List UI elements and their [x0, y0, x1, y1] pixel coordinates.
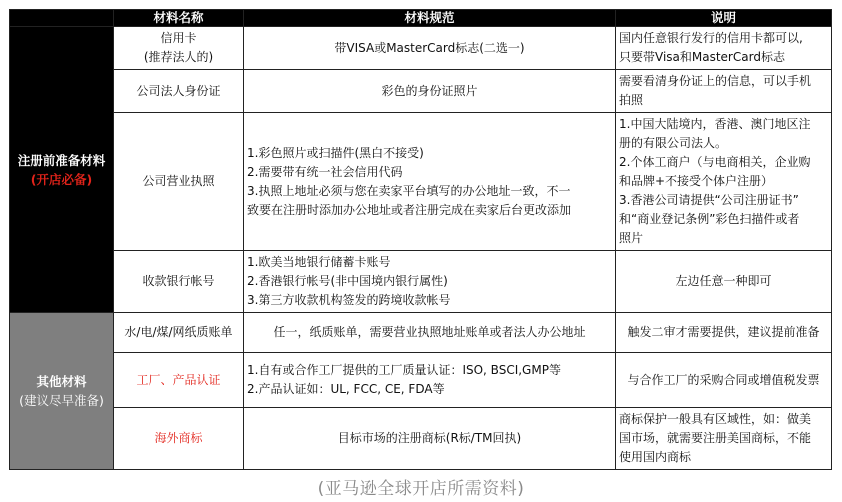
material-name-cell — [114, 113, 244, 251]
header-material-name: 材料名称 — [114, 10, 244, 27]
spec-line: 目标市场的注册商标(R标/TM回执) — [337, 431, 522, 445]
table-row — [10, 251, 832, 313]
note-line: 1.中国大陆境内，香港、澳门地区注 — [619, 117, 811, 131]
category-title: 其他材料 — [36, 374, 87, 389]
note-line: 只要带Visa和MasterCard标志 — [619, 50, 785, 64]
notes-cell — [616, 27, 832, 70]
note-line: 与合作工厂的采购合同或增值税发票 — [627, 372, 820, 387]
spec-line: 3.第三方收款机构签发的跨境收款帐号 — [247, 293, 451, 307]
material-name-cell — [114, 313, 244, 353]
table-row — [10, 353, 832, 408]
material-spec-cell — [244, 408, 616, 470]
category-subtitle: (开店必备) — [30, 171, 93, 187]
note-line: 使用国内商标 — [619, 450, 692, 464]
material-name: 工厂、产品认证 — [136, 372, 221, 387]
material-name-note: (推荐法人的) — [143, 50, 214, 64]
header-notes: 说明 — [616, 10, 832, 27]
material-name-cell — [114, 251, 244, 313]
spec-line: 1.彩色照片或扫描件(黑白不接受) — [247, 145, 424, 160]
spec-line: 1.自有或合作工厂提供的工厂质量认证：ISO, BSCI,GMP等 — [247, 363, 561, 377]
spec-line: 彩色的身份证照片 — [381, 83, 478, 98]
table-row — [10, 70, 832, 113]
material-spec-cell — [244, 251, 616, 313]
table-row — [10, 408, 832, 470]
material-name-cell — [114, 408, 244, 470]
spec-line: 任一，纸质账单，需要营业执照地址账单或者法人办公地址 — [273, 325, 586, 339]
header-material-spec: 材料规范 — [244, 10, 616, 27]
table-header-row — [10, 10, 832, 27]
material-name: 信用卡 — [160, 31, 197, 45]
material-spec-cell — [244, 353, 616, 408]
header-blank-cell — [10, 10, 114, 27]
material-spec-cell — [244, 113, 616, 251]
note-line: 需要看清身份证上的信息，可以手机 — [619, 74, 812, 88]
notes-cell — [616, 113, 832, 251]
table-row — [10, 313, 832, 353]
materials-table — [9, 9, 832, 470]
table-row — [10, 113, 832, 251]
spec-line: 带VISA或MasterCard标志(二选一) — [334, 40, 525, 55]
material-spec-cell — [244, 313, 616, 353]
category-other-materials — [10, 313, 114, 470]
notes-cell — [616, 70, 832, 113]
spec-line: 致要在注册时添加办公地址或者注册完成在卖家后台更改添加 — [247, 202, 572, 217]
spec-line: 2.需要带有统一社会信用代码 — [247, 164, 403, 179]
material-name: 公司法人身份证 — [136, 83, 221, 98]
spec-line: 1.欧美当地银行储蓄卡账号 — [247, 255, 391, 269]
material-name-cell — [114, 353, 244, 408]
notes-cell — [616, 353, 832, 408]
note-line: 和品牌+不接受个体户注册） — [619, 174, 774, 188]
material-name: 水/电/煤/网纸质账单 — [124, 325, 233, 339]
category-title: 注册前准备材料 — [17, 152, 106, 168]
category-subtitle: (建议尽早准备) — [19, 393, 104, 408]
material-name: 收款银行帐号 — [142, 274, 215, 288]
note-line: 商标保护一般具有区域性，如：做美 — [619, 412, 812, 426]
note-line: 国内任意银行发行的信用卡都可以, — [619, 31, 803, 45]
note-line: 册的有限公司法人。 — [619, 136, 728, 150]
material-spec-cell — [244, 27, 616, 70]
note-line: 和“商业登记条例”彩色扫描件或者 — [619, 212, 800, 226]
material-name-cell — [114, 70, 244, 113]
note-line: 3.香港公司请提供“公司注册证书” — [619, 193, 799, 207]
material-name-cell — [114, 27, 244, 70]
note-line: 2.个体工商户（与电商相关，企业购 — [619, 155, 811, 169]
notes-cell — [616, 408, 832, 470]
spec-line: 3.执照上地址必须与您在卖家平台填写的办公地址一致，不一 — [247, 183, 571, 198]
note-line: 照片 — [619, 231, 644, 245]
notes-cell — [616, 313, 832, 353]
spec-line: 2.香港银行帐号(非中国境内银行属性) — [247, 274, 448, 288]
note-line: 触发二审才需要提供，建议提前准备 — [627, 325, 820, 339]
note-line: 国市场，就需要注册美国商标，不能 — [619, 431, 812, 445]
material-name: 海外商标 — [154, 431, 203, 445]
note-line: 拍照 — [619, 93, 644, 107]
material-spec-cell — [244, 70, 616, 113]
spec-line: 2.产品认证如：UL, FCC, CE, FDA等 — [247, 382, 445, 396]
category-pre-registration — [10, 27, 114, 313]
figure-caption: (亚马逊全球开店所需资料) — [317, 479, 525, 499]
table-row — [10, 27, 832, 70]
material-name: 公司营业执照 — [142, 174, 215, 188]
note-line: 左边任意一种即可 — [675, 274, 772, 288]
notes-cell — [616, 251, 832, 313]
